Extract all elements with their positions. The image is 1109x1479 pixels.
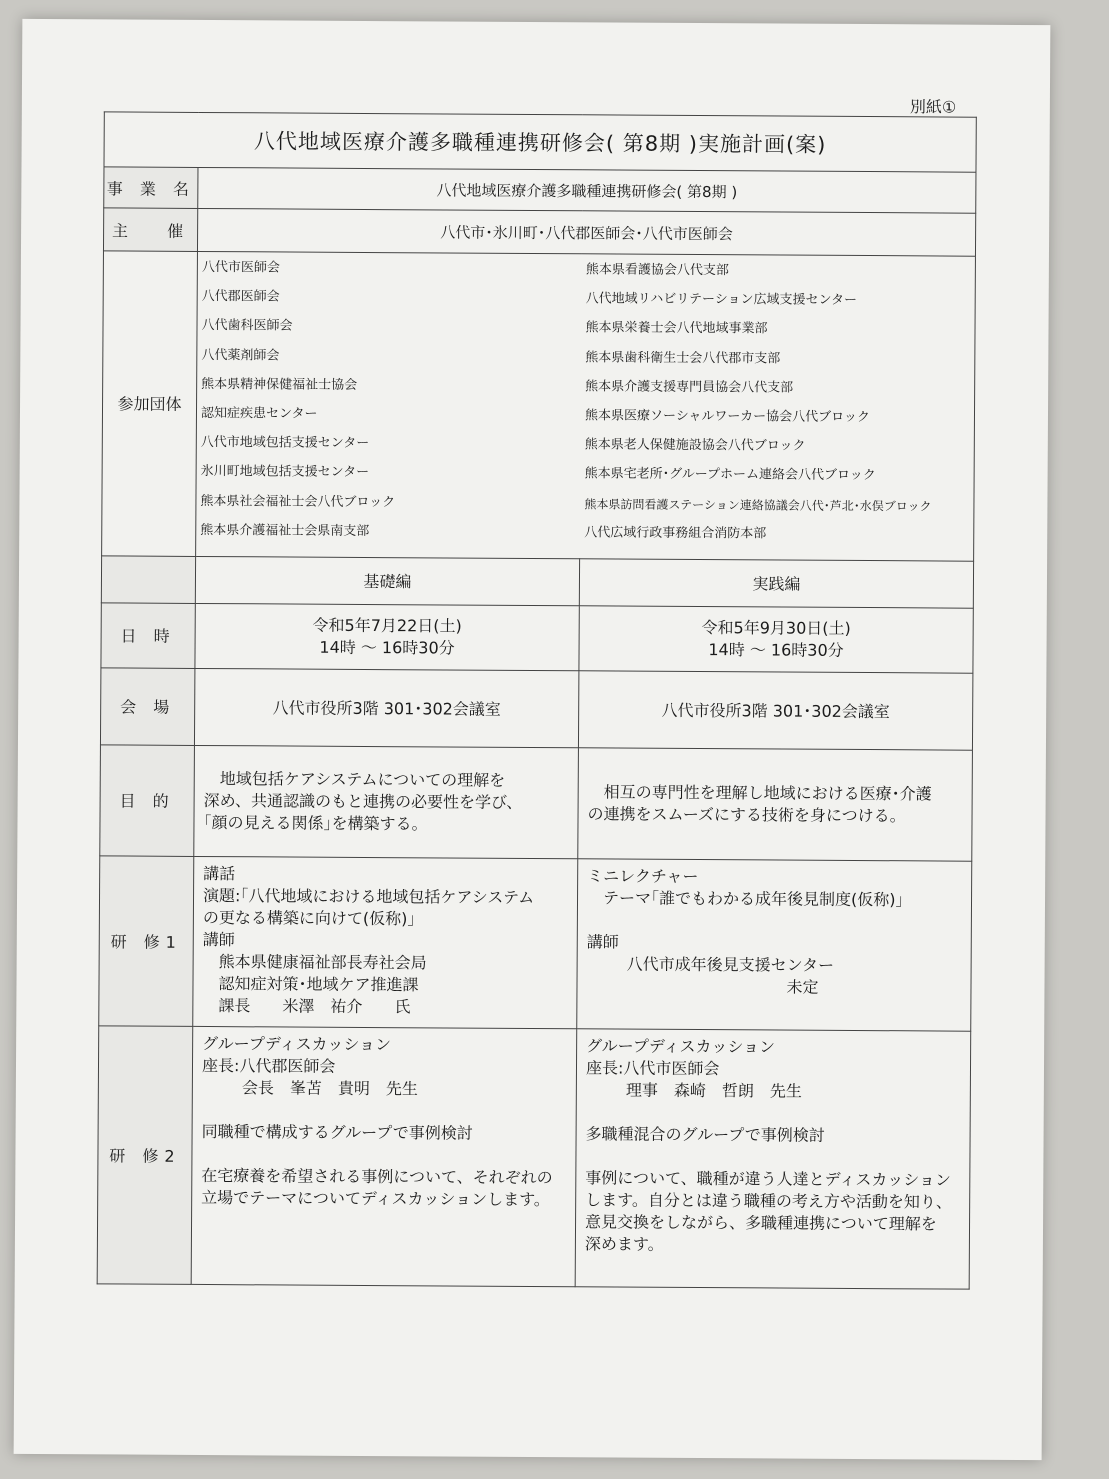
list-item: 認知症疾患センター	[200, 405, 318, 422]
plan-table	[97, 111, 977, 1289]
list-item: 熊本県医療ソーシャルワーカー協会八代ブロック	[584, 408, 870, 425]
list-item: 八代市医師会	[201, 259, 280, 276]
training2-practice-desc: 事例について、職種が違う人達とディスカッション	[585, 1168, 951, 1190]
list-item: 熊本県看護協会八代支部	[585, 262, 729, 279]
training2-basic-heading: グループディスカッション	[202, 1033, 392, 1055]
purpose-basic-line: ｢顔の見える関係｣を構築する。	[203, 812, 428, 834]
training2-practice-desc: 深めます。	[584, 1234, 664, 1254]
date-basic-time: 14時 ～ 16時30分	[319, 637, 455, 658]
training1-basic-lecturer: 熊本県健康福祉部長寿社会局	[218, 951, 427, 973]
list-item: 熊本県訪問看護ステーション連絡協議会八代･芦北･水俣ブロック	[584, 496, 932, 513]
page-title: 八代地域医療介護多職種連携研修会( 第8期 )実施計画(案)	[104, 112, 976, 172]
training1-practice-lecturer-label: 講師	[586, 932, 619, 952]
purpose-practice-line: 相互の専門性を理解し地域における医療･介護	[603, 782, 932, 804]
list-item: 八代郡医師会	[201, 289, 280, 305]
training2-practice-heading: グループディスカッション	[586, 1036, 776, 1057]
list-item: 八代薬剤師会	[201, 347, 280, 364]
training1-label: 研 修1	[99, 856, 194, 1027]
date-basic	[195, 603, 579, 670]
date-practice-day: 令和5年9月30日(土)	[701, 617, 851, 638]
participants-row	[102, 251, 976, 561]
venue-practice: 八代市役所3階 301･302会議室	[578, 671, 972, 750]
training2-row	[97, 1026, 971, 1289]
project-label: 事 業 名	[104, 167, 198, 209]
list-item: 氷川町地域包括支援センター	[200, 464, 370, 481]
training2-basic-desc: 立場でテーマについてディスカッションします。	[201, 1187, 550, 1209]
purpose-basic-line: 深め、共通認識のもと連携の必要性を学び、	[203, 790, 523, 812]
participants-cell	[196, 251, 976, 561]
list-item: 八代歯科医師会	[201, 318, 293, 334]
training1-row	[99, 856, 972, 1031]
training2-basic-desc: 在宅療養を希望される事例について、それぞれの	[201, 1165, 553, 1188]
project-row	[104, 167, 976, 213]
paper-sheet	[14, 19, 1051, 1460]
participants-label: 参加団体	[102, 251, 198, 556]
list-item: 熊本県社会福祉士会八代ブロック	[200, 493, 396, 510]
purpose-label: 目 的	[100, 745, 195, 857]
header-blank	[101, 556, 195, 604]
list-item: 熊本県介護支援専門員協会八代支部	[585, 379, 794, 396]
list-item: 熊本県歯科衛生士会八代郡市支部	[585, 349, 781, 367]
host-label: 主 催	[103, 208, 197, 252]
training2-practice-desc: します。自分とは違う職種の考え方や活動を知り、	[585, 1190, 952, 1212]
training2-practice-desc: 意見交換をしながら、多職種連携について理解を	[584, 1212, 937, 1234]
training1-practice-theme: テーマ｢誰でもわかる成年後見制度(仮称)｣	[602, 888, 904, 910]
training1-basic-lecturer: 認知症対策･地域ケア推進課	[218, 973, 419, 995]
purpose-basic	[194, 745, 579, 858]
purpose-practice	[578, 748, 973, 861]
column-practice: 実践編	[579, 559, 973, 608]
list-item: 八代広域行政事務組合消防本部	[584, 525, 767, 542]
list-item: 熊本県老人保健施設協会八代ブロック	[584, 437, 806, 454]
training1-practice-lecturer: 未定	[786, 977, 819, 997]
purpose-practice-line: の連携をスムーズにする技術を身につける。	[587, 804, 906, 826]
training2-label: 研 修2	[97, 1026, 193, 1285]
date-practice	[579, 606, 973, 673]
column-basic: 基礎編	[195, 556, 579, 605]
training2-basic	[191, 1026, 577, 1286]
training1-basic-lecturer-label: 講師	[202, 929, 235, 950]
training1-basic-heading: 講話	[203, 863, 236, 884]
training2-practice-chair: 座長:八代市医師会	[585, 1058, 720, 1079]
list-item: 熊本県栄養士会八代地域事業部	[585, 320, 768, 337]
list-item: 熊本県宅老所･グループホーム連絡会八代ブロック	[584, 466, 876, 484]
training1-practice	[577, 859, 972, 1031]
title-row	[104, 112, 976, 172]
training2-practice-method: 多職種混合のグループで事例検討	[585, 1124, 825, 1145]
venue-label: 会 場	[100, 668, 194, 746]
training1-practice-heading: ミニレクチャー	[587, 866, 699, 886]
date-practice-time: 14時 ～ 16時30分	[708, 639, 844, 660]
training1-basic-theme: 演題:｢八代地域における地域包括ケアシステム	[202, 885, 535, 907]
training2-practice	[575, 1029, 971, 1289]
host-row	[103, 208, 975, 256]
training1-basic	[193, 856, 578, 1028]
training2-basic-method: 同職種で構成するグループで事例検討	[201, 1121, 473, 1143]
training2-basic-chair-person: 会長 峯苫 貴明 先生	[241, 1078, 418, 1099]
column-header-row	[101, 556, 973, 608]
project-value: 八代地域医療介護多職種連携研修会( 第8期 )	[198, 167, 976, 213]
training1-basic-lecturer: 課長 米澤 祐介 氏	[218, 995, 411, 1017]
venue-row	[100, 668, 972, 750]
list-item: 八代市地域包括支援センター	[200, 435, 370, 452]
training1-practice-lecturer: 八代市成年後見支援センター	[626, 954, 835, 975]
training2-basic-chair: 座長:八代郡医師会	[201, 1055, 336, 1076]
list-item: 八代地域リハビリテーション広域支援センター	[585, 291, 858, 309]
date-row	[101, 603, 973, 673]
training2-practice-chair-person: 理事 森崎 哲朗 先生	[625, 1080, 802, 1101]
list-item: 熊本県精神保健福祉士協会	[201, 376, 358, 393]
sheet-label: 別紙①	[909, 97, 957, 117]
host-value: 八代市･氷川町･八代郡医師会･八代市医師会	[197, 208, 975, 256]
participants-left-list	[200, 258, 586, 552]
venue-basic: 八代市役所3階 301･302会議室	[194, 668, 578, 747]
date-label: 日 時	[101, 603, 195, 669]
purpose-basic-line: 地域包括ケアシステムについての理解を	[219, 768, 506, 790]
training1-basic-theme: の更なる構築に向けて(仮称)｣	[202, 907, 416, 929]
participants-right-list	[584, 260, 933, 554]
purpose-row	[100, 745, 973, 861]
list-item: 熊本県介護福祉士会県南支部	[200, 522, 370, 539]
date-basic-day: 令和5年7月22日(土)	[312, 615, 462, 636]
